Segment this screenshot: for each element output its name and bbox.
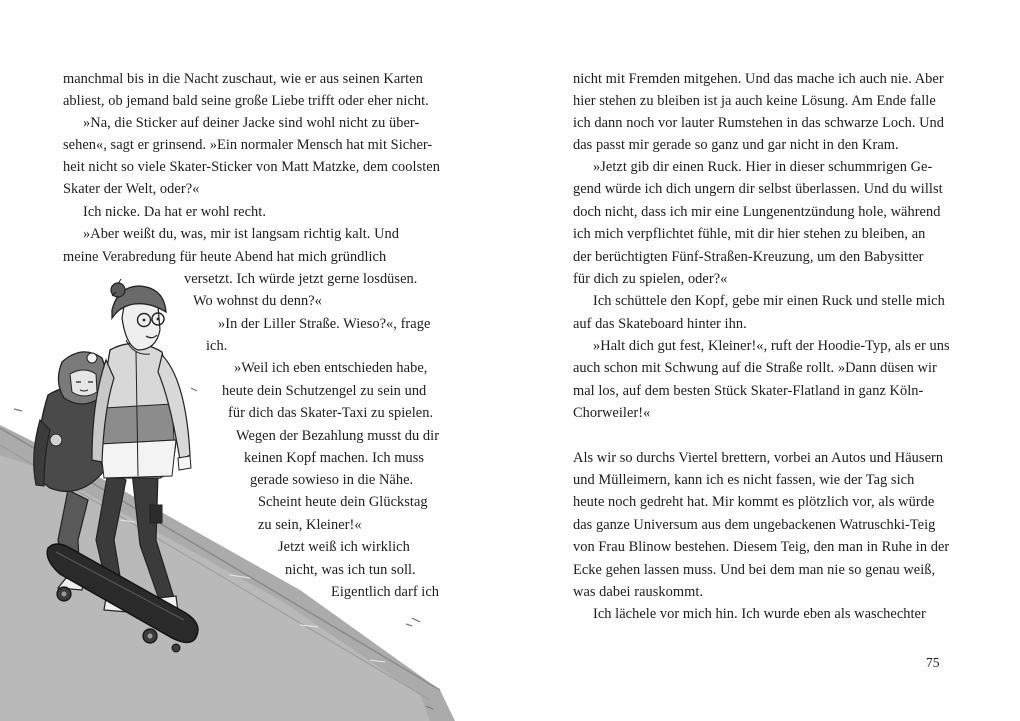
- text-line: gerade sowieso in die Nähe.: [250, 472, 414, 488]
- text-line: Skater der Welt, oder?«: [63, 181, 200, 197]
- text-line: Als wir so durchs Viertel brettern, vorbei an Autos und Häusern: [573, 450, 944, 466]
- text-line: sehen«, sagt er grinsend. »Ein normaler Mensch hat mit Sicher-: [63, 137, 433, 153]
- page-number: 75: [926, 655, 940, 670]
- text-line: von Frau Blinow bestehen. Diesem Teig, den man in Ruhe in der: [573, 539, 950, 555]
- text-line: heute noch gedreht hat. Mir kommt es plötzlich vor, als würde: [573, 494, 935, 510]
- text-line: »Aber weißt du, was, mir ist langsam richtig kalt. Und: [83, 226, 400, 242]
- text-line: auch schon mit Schwung auf die Straße rollt. »Dann düsen wir: [573, 360, 937, 376]
- text-line: »Weil ich eben entschieden habe,: [234, 360, 428, 376]
- text-line: versetzt. Ich würde jetzt gerne losdüsen.: [184, 271, 418, 287]
- text-line: abliest, ob jemand bald seine große Liebe trifft oder eher nicht.: [63, 93, 429, 109]
- text-line: zu sein, Kleiner!«: [258, 517, 362, 533]
- text-line: meine Verabredung für heute Abend hat mich gründlich: [63, 249, 387, 265]
- text-line: »Jetzt gib dir einen Ruck. Hier in dieser schummrigen Ge-: [593, 159, 933, 175]
- text-line: auf das Skateboard hinter ihn.: [573, 316, 747, 332]
- text-line: nicht, was ich tun soll.: [285, 562, 416, 578]
- text-line: Jetzt weiß ich wirklich: [278, 539, 410, 555]
- text-line: nicht mit Fremden mitgehen. Und das mache ich auch nie. Aber: [573, 71, 944, 87]
- text-line: Ich schüttele den Kopf, gebe mir einen Ruck und stelle mich: [593, 293, 945, 309]
- text-line: hier stehen zu bleiben ist ja auch keine Lösung. Am Ende falle: [573, 93, 936, 109]
- text-line: das ganze Universum aus dem ungebackenen Watruschki-Teig: [573, 517, 936, 533]
- text-line: Ich nicke. Da hat er wohl recht.: [83, 204, 267, 220]
- text-line: keinen Kopf machen. Ich muss: [244, 450, 425, 466]
- text-line: und Mülleimern, kann ich es nicht fassen, wie der Tag sich: [573, 472, 915, 488]
- text-line: manchmal bis in die Nacht zuschaut, wie er aus seinen Karten: [63, 71, 423, 87]
- text-line: gend würde ich dich ungern dir selbst überlassen. Und du willst: [573, 181, 943, 197]
- text-line: der berüchtigten Fünf-Straßen-Kreuzung, um den Babysitter: [573, 249, 924, 265]
- text-line: »Na, die Sticker auf deiner Jacke sind wohl nicht zu über-: [83, 115, 420, 131]
- text-line: das passt mir gerade so ganz und gar nicht in den Kram.: [573, 137, 899, 153]
- text-line: Eigentlich darf ich: [331, 584, 440, 600]
- text-line: ich.: [206, 338, 228, 354]
- text-line: Ecke gehen lassen muss. Und bei dem man nie so genau weiß,: [573, 562, 936, 578]
- text-line: ich dann noch vor lauter Rumstehen in das schwarze Loch. Und: [573, 115, 945, 131]
- text-line: Ich lächele vor mich hin. Ich wurde eben als waschechter: [593, 606, 926, 622]
- text-line: heute dein Schutzengel zu sein und: [222, 383, 427, 399]
- text-line: für dich zu spielen, oder?«: [573, 271, 728, 287]
- text-line: mal los, auf dem besten Stück Skater-Flatland in ganz Köln-: [573, 383, 924, 399]
- text-line: »Halt dich gut fest, Kleiner!«, ruft der Hoodie-Typ, als er uns: [593, 338, 950, 354]
- text-line: Chorweiler!«: [573, 405, 651, 421]
- text-line: doch nicht, dass ich mir eine Lungenentzündung hole, während: [573, 204, 941, 220]
- text-line: was dabei rauskommt.: [573, 584, 704, 600]
- text-line: für dich das Skater-Taxi zu spielen.: [228, 405, 434, 421]
- text-line: Wo wohnst du denn?«: [193, 293, 322, 309]
- text-line: Wegen der Bezahlung musst du dir: [236, 428, 440, 444]
- text-line: Scheint heute dein Glückstag: [258, 494, 428, 510]
- text-line: heit nicht so viele Skater-Sticker von Matt Matzke, dem coolsten: [63, 159, 440, 175]
- text-line: »In der Liller Straße. Wieso?«, frage: [218, 316, 431, 332]
- text-line: ich mich verpflichtet fühle, mit dir hier stehen zu bleiben, an: [573, 226, 926, 242]
- right-page: [510, 0, 1020, 721]
